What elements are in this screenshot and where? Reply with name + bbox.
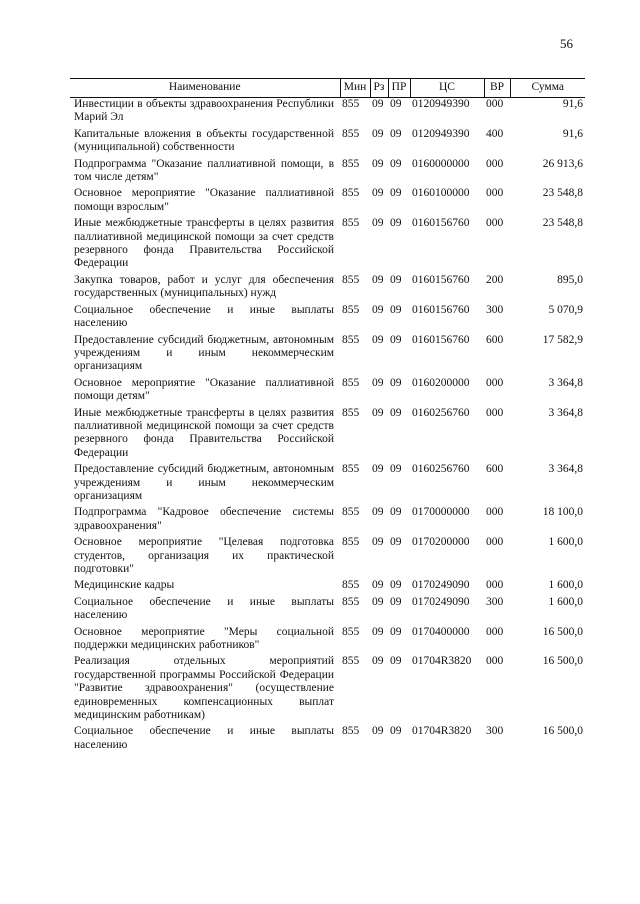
cell-cs: 0170249090 <box>412 579 470 592</box>
cell-name: Закупка товаров, работ и услуг для обеспечения государственных (муниципальных) нужд <box>74 273 334 300</box>
cell-sum: 16 500,0 <box>542 625 583 638</box>
cell-rz: 09 <box>372 333 384 346</box>
cell-min: 855 <box>342 595 360 608</box>
cell-cs: 0170249090 <box>412 595 470 608</box>
cell-vr: 000 <box>486 187 504 200</box>
cell-min: 855 <box>342 127 360 140</box>
cell-pr: 09 <box>390 376 402 389</box>
cell-cs: 01704R3820 <box>412 655 472 668</box>
cell-cs: 0160256760 <box>412 406 470 419</box>
table-row <box>70 579 585 595</box>
cell-name: Социальное обеспечение и иные выплаты населению <box>74 303 334 330</box>
table-row <box>70 274 585 304</box>
cell-vr: 000 <box>486 536 504 549</box>
cell-pr: 09 <box>390 579 402 592</box>
header-vr: ВР <box>484 79 510 98</box>
cell-name: Реализация отдельных мероприятий государственной программы Российской Федерации "Развитие здравоохранения" (осуществление единовременных компенсационных выплат медицинским работникам) <box>74 655 334 722</box>
cell-sum: 91,6 <box>562 127 583 140</box>
cell-cs: 01704R3820 <box>412 725 472 738</box>
cell-min: 855 <box>342 273 360 286</box>
cell-pr: 09 <box>390 406 402 419</box>
cell-min: 855 <box>342 376 360 389</box>
cell-name: Подпрограмма "Оказание паллиативной помощи, в том числе детям" <box>74 157 334 184</box>
cell-sum: 3 364,8 <box>548 463 583 476</box>
cell-name: Предоставление субсидий бюджетным, автономным учреждениям и иным некоммерческим организациям <box>74 463 334 502</box>
header-cs: ЦС <box>410 79 484 98</box>
table-row <box>70 98 585 128</box>
cell-rz: 09 <box>372 595 384 608</box>
cell-sum: 3 364,8 <box>548 406 583 419</box>
cell-min: 855 <box>342 406 360 419</box>
cell-cs: 0170200000 <box>412 536 470 549</box>
cell-name: Капитальные вложения в объекты государственной (муниципальной) собственности <box>74 127 334 154</box>
cell-pr: 09 <box>390 625 402 638</box>
table-row <box>70 407 585 464</box>
cell-pr: 09 <box>390 725 402 738</box>
cell-name: Основное мероприятие "Оказание паллиативной помощи взрослым" <box>74 187 334 213</box>
cell-pr: 09 <box>390 187 402 200</box>
budget-table <box>70 78 585 755</box>
header-rz: Рз <box>370 79 388 98</box>
cell-vr: 000 <box>486 506 504 519</box>
table-row <box>70 655 585 725</box>
cell-pr: 09 <box>390 536 402 549</box>
cell-rz: 09 <box>372 463 384 476</box>
cell-min: 855 <box>342 579 360 592</box>
table-row <box>70 725 585 755</box>
cell-name: Иные межбюджетные трансферты в целях развития паллиативной медицинской помощи за счет средств резервного фонда Правительства Российской Федерации <box>74 217 334 270</box>
table-row <box>70 506 585 536</box>
cell-rz: 09 <box>372 273 384 286</box>
cell-pr: 09 <box>390 273 402 286</box>
page-number: 56 <box>560 36 573 51</box>
cell-cs: 0160200000 <box>412 376 470 389</box>
cell-name: Основное мероприятие "Меры социальной поддержки медицинских работников" <box>74 625 334 652</box>
cell-pr: 09 <box>390 333 402 346</box>
table-body <box>70 98 585 756</box>
cell-sum: 17 582,9 <box>542 333 583 346</box>
table-header-row <box>70 79 585 98</box>
cell-name: Инвестиции в объекты здравоохранения Республики Марий Эл <box>74 98 334 124</box>
cell-sum: 16 500,0 <box>542 655 583 668</box>
cell-cs: 0160156760 <box>412 333 470 346</box>
cell-pr: 09 <box>390 127 402 140</box>
cell-sum: 1 600,0 <box>548 579 583 592</box>
cell-min: 855 <box>342 333 360 346</box>
cell-min: 855 <box>342 463 360 476</box>
cell-sum: 1 600,0 <box>548 595 583 608</box>
cell-rz: 09 <box>372 725 384 738</box>
cell-vr: 000 <box>486 655 504 668</box>
cell-sum: 16 500,0 <box>542 725 583 738</box>
cell-vr: 300 <box>486 725 504 738</box>
cell-sum: 23 548,8 <box>542 217 583 230</box>
cell-min: 855 <box>342 98 360 110</box>
cell-min: 855 <box>342 536 360 549</box>
cell-min: 855 <box>342 157 360 170</box>
cell-pr: 09 <box>390 463 402 476</box>
cell-rz: 09 <box>372 157 384 170</box>
cell-sum: 895,0 <box>557 273 583 286</box>
cell-vr: 200 <box>486 273 504 286</box>
cell-min: 855 <box>342 725 360 738</box>
cell-vr: 600 <box>486 463 504 476</box>
cell-vr: 000 <box>486 376 504 389</box>
cell-pr: 09 <box>390 157 402 170</box>
header-sum: Сумма <box>510 79 585 98</box>
cell-cs: 0160156760 <box>412 303 470 316</box>
cell-vr: 400 <box>486 127 504 140</box>
cell-rz: 09 <box>372 625 384 638</box>
table-row <box>70 304 585 334</box>
cell-cs: 0120949390 <box>412 127 470 140</box>
cell-rz: 09 <box>372 217 384 230</box>
cell-sum: 18 100,0 <box>542 506 583 519</box>
cell-sum: 5 070,9 <box>548 303 583 316</box>
cell-min: 855 <box>342 655 360 668</box>
cell-rz: 09 <box>372 303 384 316</box>
cell-pr: 09 <box>390 595 402 608</box>
cell-pr: 09 <box>390 655 402 668</box>
table-row <box>70 377 585 407</box>
cell-rz: 09 <box>372 187 384 200</box>
cell-cs: 0170000000 <box>412 506 470 519</box>
cell-sum: 91,6 <box>562 98 583 110</box>
cell-sum: 23 548,8 <box>542 187 583 200</box>
table-row <box>70 128 585 158</box>
cell-min: 855 <box>342 187 360 200</box>
cell-vr: 000 <box>486 217 504 230</box>
table-row <box>70 596 585 626</box>
table-row <box>70 217 585 274</box>
cell-min: 855 <box>342 625 360 638</box>
cell-vr: 000 <box>486 406 504 419</box>
cell-cs: 0120949390 <box>412 98 470 110</box>
table-row <box>70 187 585 217</box>
cell-pr: 09 <box>390 98 402 110</box>
cell-sum: 26 913,6 <box>542 157 583 170</box>
cell-sum: 3 364,8 <box>548 376 583 389</box>
cell-rz: 09 <box>372 127 384 140</box>
cell-rz: 09 <box>372 655 384 668</box>
cell-vr: 300 <box>486 303 504 316</box>
cell-name: Иные межбюджетные трансферты в целях развития паллиативной медицинской помощи за счет средств резервного фонда Правительства Российской Федерации <box>74 406 334 459</box>
cell-pr: 09 <box>390 506 402 519</box>
cell-rz: 09 <box>372 506 384 519</box>
cell-rz: 09 <box>372 406 384 419</box>
cell-sum: 1 600,0 <box>548 536 583 549</box>
cell-pr: 09 <box>390 303 402 316</box>
cell-name: Предоставление субсидий бюджетным, автономным учреждениям и иным некоммерческим организациям <box>74 333 334 373</box>
cell-vr: 000 <box>486 579 504 592</box>
cell-cs: 0170400000 <box>412 625 470 638</box>
cell-min: 855 <box>342 217 360 230</box>
table-row <box>70 334 585 377</box>
cell-name: Социальное обеспечение и иные выплаты населению <box>74 595 334 622</box>
cell-name: Социальное обеспечение и иные выплаты населению <box>74 725 334 751</box>
cell-cs: 0160000000 <box>412 157 470 170</box>
cell-cs: 0160156760 <box>412 217 470 230</box>
cell-min: 855 <box>342 303 360 316</box>
cell-pr: 09 <box>390 217 402 230</box>
cell-min: 855 <box>342 506 360 519</box>
cell-rz: 09 <box>372 536 384 549</box>
cell-name: Медицинские кадры <box>74 579 175 592</box>
cell-vr: 000 <box>486 625 504 638</box>
table-row <box>70 626 585 656</box>
cell-rz: 09 <box>372 579 384 592</box>
cell-cs: 0160156760 <box>412 273 470 286</box>
cell-name: Подпрограмма "Кадровое обеспечение системы здравоохранения" <box>74 506 334 532</box>
cell-vr: 000 <box>486 98 504 110</box>
cell-cs: 0160100000 <box>412 187 470 200</box>
cell-name: Основное мероприятие "Целевая подготовка студентов, организация их практической подготовки" <box>74 536 334 575</box>
table-row <box>70 158 585 188</box>
table-row <box>70 463 585 506</box>
cell-name: Основное мероприятие "Оказание паллиативной помощи детям" <box>74 376 334 403</box>
cell-vr: 600 <box>486 333 504 346</box>
table-row <box>70 536 585 579</box>
header-min: Мин <box>340 79 370 98</box>
cell-rz: 09 <box>372 376 384 389</box>
cell-cs: 0160256760 <box>412 463 470 476</box>
header-name: Наименование <box>70 79 340 98</box>
cell-vr: 300 <box>486 595 504 608</box>
header-pr: ПР <box>388 79 410 98</box>
cell-vr: 000 <box>486 157 504 170</box>
cell-rz: 09 <box>372 98 384 110</box>
